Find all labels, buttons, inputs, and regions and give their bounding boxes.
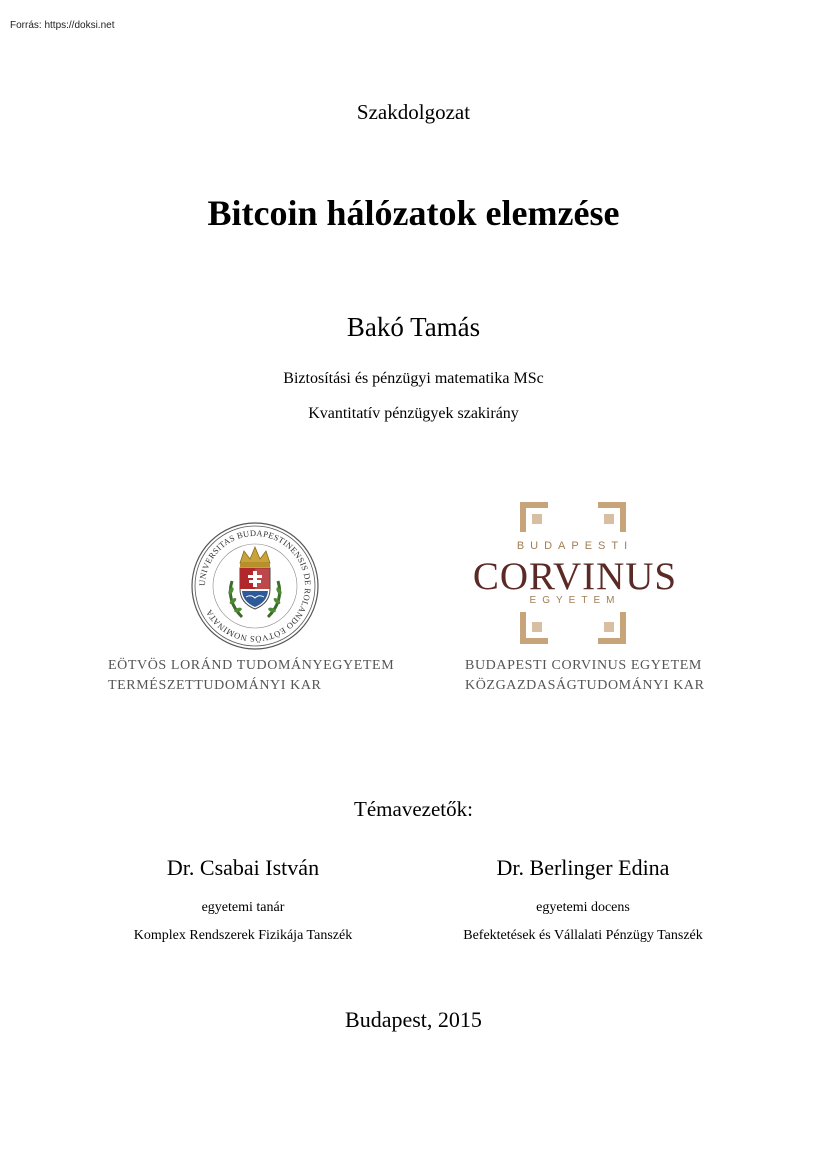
study-program: Biztosítási és pénzügyi matematika MSc bbox=[283, 370, 544, 387]
corvinus-logo-top-text: BUDAPESTI bbox=[516, 540, 634, 552]
thesis-type: Szakdolgozat bbox=[356, 100, 471, 124]
corvinus-university-name: BUDAPESTI CORVINUS EGYETEM bbox=[465, 658, 702, 673]
elte-faculty-name: TERMÉSZETTUDOMÁNYI KAR bbox=[108, 678, 322, 693]
page-title: Bitcoin hálózatok elemzése bbox=[207, 193, 620, 233]
corvinus-caption bbox=[465, 656, 735, 696]
supervisor-2-title: egyetemi docens bbox=[536, 900, 630, 915]
supervisor-1-name: Dr. Csabai István bbox=[166, 855, 320, 880]
corvinus-logo-bottom-text: EGYETEM bbox=[529, 595, 621, 606]
elte-caption bbox=[108, 656, 418, 696]
corvinus-logo bbox=[450, 498, 700, 650]
elte-university-name: EÖTVÖS LORÁND TUDOMÁNYEGYETEM bbox=[108, 658, 395, 673]
supervisors-heading: Témavezetők: bbox=[354, 797, 473, 821]
source-note: Forrás: https://doksi.net bbox=[10, 20, 115, 31]
supervisor-1-title: egyetemi tanár bbox=[201, 900, 285, 915]
author-name: Bakó Tamás bbox=[346, 312, 481, 342]
corvinus-faculty-name: KÖZGAZDASÁGTUDOMÁNYI KAR bbox=[465, 678, 705, 693]
elte-seal-logo bbox=[190, 521, 320, 651]
supervisor-1-department: Komplex Rendszerek Fizikája Tanszék bbox=[133, 928, 353, 943]
place-and-date: Budapest, 2015 bbox=[345, 1007, 482, 1032]
specialization: Kvantitatív pénzügyek szakirány bbox=[308, 405, 519, 422]
corvinus-logo-wordmark: CORVINUS bbox=[472, 555, 678, 598]
supervisor-2-name: Dr. Berlinger Edina bbox=[496, 855, 670, 880]
supervisor-2-department: Befektetések és Vállalati Pénzügy Tanszék bbox=[463, 928, 703, 943]
seal-text: UNIVERSITAS BUDAPESTINENSIS DE ROLANDO EÖTVÖS NOMINATA bbox=[196, 527, 314, 645]
